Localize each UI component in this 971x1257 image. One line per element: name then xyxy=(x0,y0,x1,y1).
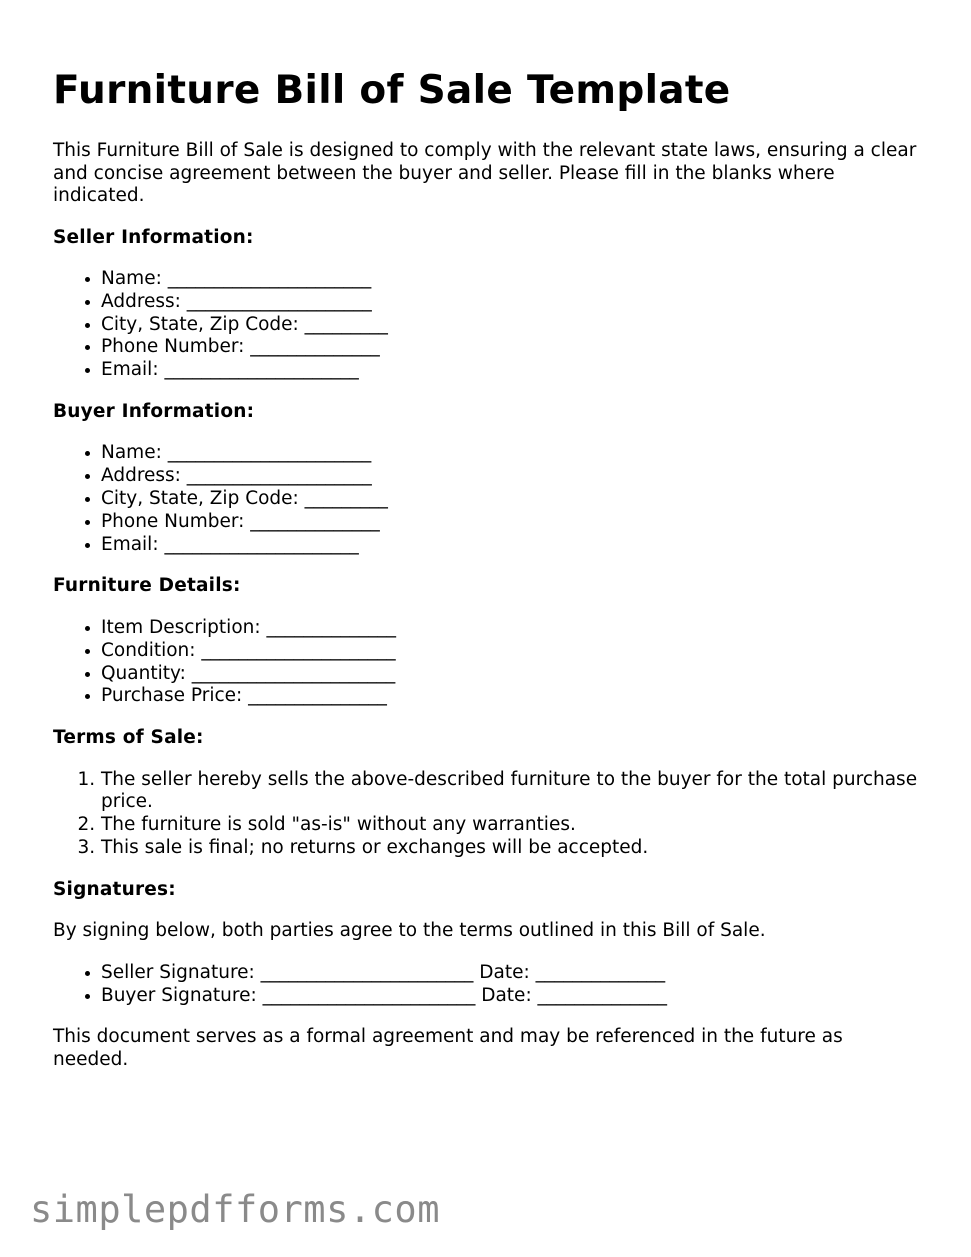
document-page xyxy=(53,66,923,1090)
buyer-email-field: • Email: _____________________ xyxy=(101,534,923,557)
buyer-signature-field: • Buyer Signature: _______________________ Date: ______________ xyxy=(101,985,923,1008)
seller-phone-field: • Phone Number: ______________ xyxy=(101,336,923,359)
buyer-fields-list xyxy=(53,442,923,556)
seller-name-field: • Name: ______________________ xyxy=(101,268,923,291)
buyer-phone-field: • Phone Number: ______________ xyxy=(101,511,923,534)
purchase-price-field: • Purchase Price: _______________ xyxy=(101,685,923,708)
intro-paragraph: This Furniture Bill of Sale is designed to comply with the relevant state laws, ensuring a clear and concise agreement between the buyer and seller. Please fill in the blanks where indicated. xyxy=(53,140,917,206)
document-title: Furniture Bill of Sale Template xyxy=(53,68,731,113)
buyer-city-state-zip-field: • City, State, Zip Code: _________ xyxy=(101,488,923,511)
signatures-heading: Signatures: xyxy=(53,878,176,900)
term-item: 3. This sale is final; no returns or exchanges will be accepted. xyxy=(101,837,923,860)
seller-heading: Seller Information: xyxy=(53,226,254,248)
terms-list xyxy=(53,769,923,860)
furniture-fields-list xyxy=(53,617,923,708)
signatures-intro: By signing below, both parties agree to the terms outlined in this Bill of Sale. xyxy=(53,920,766,942)
seller-signature-field: • Seller Signature: _______________________ Date: ______________ xyxy=(101,962,923,985)
seller-address-field: • Address: ____________________ xyxy=(101,291,923,314)
condition-field: • Condition: _____________________ xyxy=(101,640,923,663)
seller-fields-list xyxy=(53,268,923,382)
terms-heading: Terms of Sale: xyxy=(53,727,204,749)
buyer-name-field: • Name: ______________________ xyxy=(101,442,923,465)
buyer-address-field: • Address: ____________________ xyxy=(101,465,923,488)
seller-email-field: • Email: _____________________ xyxy=(101,359,923,382)
site-watermark: simplepdfforms.com xyxy=(30,1188,440,1231)
quantity-field: • Quantity: ______________________ xyxy=(101,663,923,686)
item-description-field: • Item Description: ______________ xyxy=(101,617,923,640)
closing-paragraph: This document serves as a formal agreement and may be referenced in the future as needed. xyxy=(53,1026,843,1070)
furniture-heading: Furniture Details: xyxy=(53,575,241,597)
term-item: 1. The seller hereby sells the above-described furniture to the buyer for the total purchase price. xyxy=(101,769,923,815)
term-item: 2. The furniture is sold "as-is" without any warranties. xyxy=(101,814,923,837)
signatures-list xyxy=(53,962,923,1008)
buyer-heading: Buyer Information: xyxy=(53,400,255,422)
seller-city-state-zip-field: • City, State, Zip Code: _________ xyxy=(101,314,923,337)
